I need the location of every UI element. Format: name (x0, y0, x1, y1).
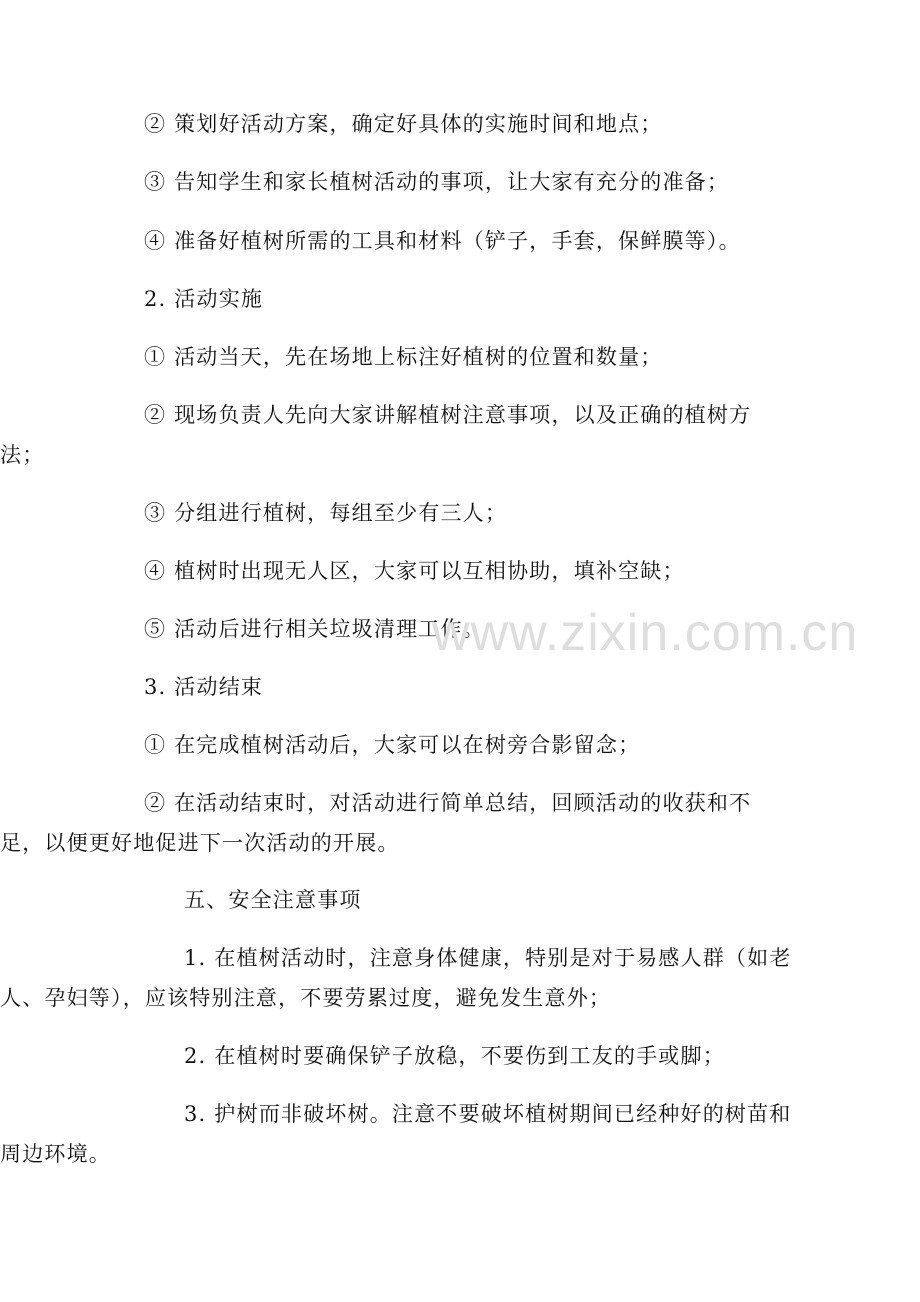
text-line: 2. 在植树时要确保铲子放稳，不要伤到工友的手或脚； (184, 1044, 725, 1068)
text-line: ② 在活动结束时，对活动进行简单总结，回顾活动的收获和不 (144, 791, 752, 815)
text-line: ① 活动当天，先在场地上标注好植树的位置和数量； (144, 345, 663, 369)
paragraph-explain-method (0, 395, 784, 475)
paragraph-health-notice (0, 938, 824, 1018)
text-line: 3. 护树而非破坏树。注意不要破坏植树期间已经种好的树苗和 (184, 1102, 792, 1126)
text-line: ③ 告知学生和家长植树活动的事项，让大家有充分的准备； (144, 170, 730, 194)
paragraph-group-photo (144, 725, 784, 765)
text-line: ② 策划好活动方案，确定好具体的实施时间和地点； (144, 112, 663, 136)
text-line: ② 现场负责人先向大家讲解植树注意事项，以及正确的植树方 (144, 403, 752, 427)
paragraph-notify-students (144, 162, 784, 202)
paragraph-cleanup (144, 609, 784, 649)
paragraph-mutual-help (144, 551, 784, 591)
text-line: ④ 植树时出现无人区，大家可以互相协助，填补空缺； (144, 559, 685, 583)
paragraph-protect-trees (0, 1094, 824, 1174)
paragraph-prepare-tools (144, 221, 784, 261)
text-line: ⑤ 活动后进行相关垃圾清理工作。 (144, 617, 485, 641)
text-line: 法； (0, 443, 45, 467)
paragraph-prepare-plan (144, 104, 784, 144)
text-line: ① 在完成植树活动后，大家可以在树旁合影留念； (144, 733, 641, 757)
text-line: 足，以便更好地促进下一次活动的开展。 (0, 831, 400, 855)
text-line: 周边环境。 (0, 1142, 111, 1166)
watermark-text: www.zixin.com.cn (432, 604, 859, 662)
text-line: 人、孕妇等），应该特别注意，不要劳累过度，避免发生意外； (0, 986, 612, 1010)
text-line: ③ 分组进行植树，每组至少有三人； (144, 501, 508, 525)
paragraph-mark-site (144, 337, 784, 377)
section-heading-implementation (144, 279, 784, 319)
text-line: 3. 活动结束 (144, 675, 264, 699)
text-line: 1. 在植树活动时，注意身体健康，特别是对于易感人群（如老 (184, 946, 792, 970)
paragraph-group-planting (144, 493, 784, 533)
text-line: 2. 活动实施 (144, 287, 264, 311)
text-line: 五、安全注意事项 (184, 888, 362, 912)
section-heading-safety (184, 880, 824, 920)
paragraph-summary (0, 783, 784, 863)
section-heading-end (144, 667, 784, 707)
paragraph-shovel-safety (184, 1036, 824, 1076)
text-line: ④ 准备好植树所需的工具和材料（铲子，手套，保鲜膜等）。 (144, 229, 741, 253)
